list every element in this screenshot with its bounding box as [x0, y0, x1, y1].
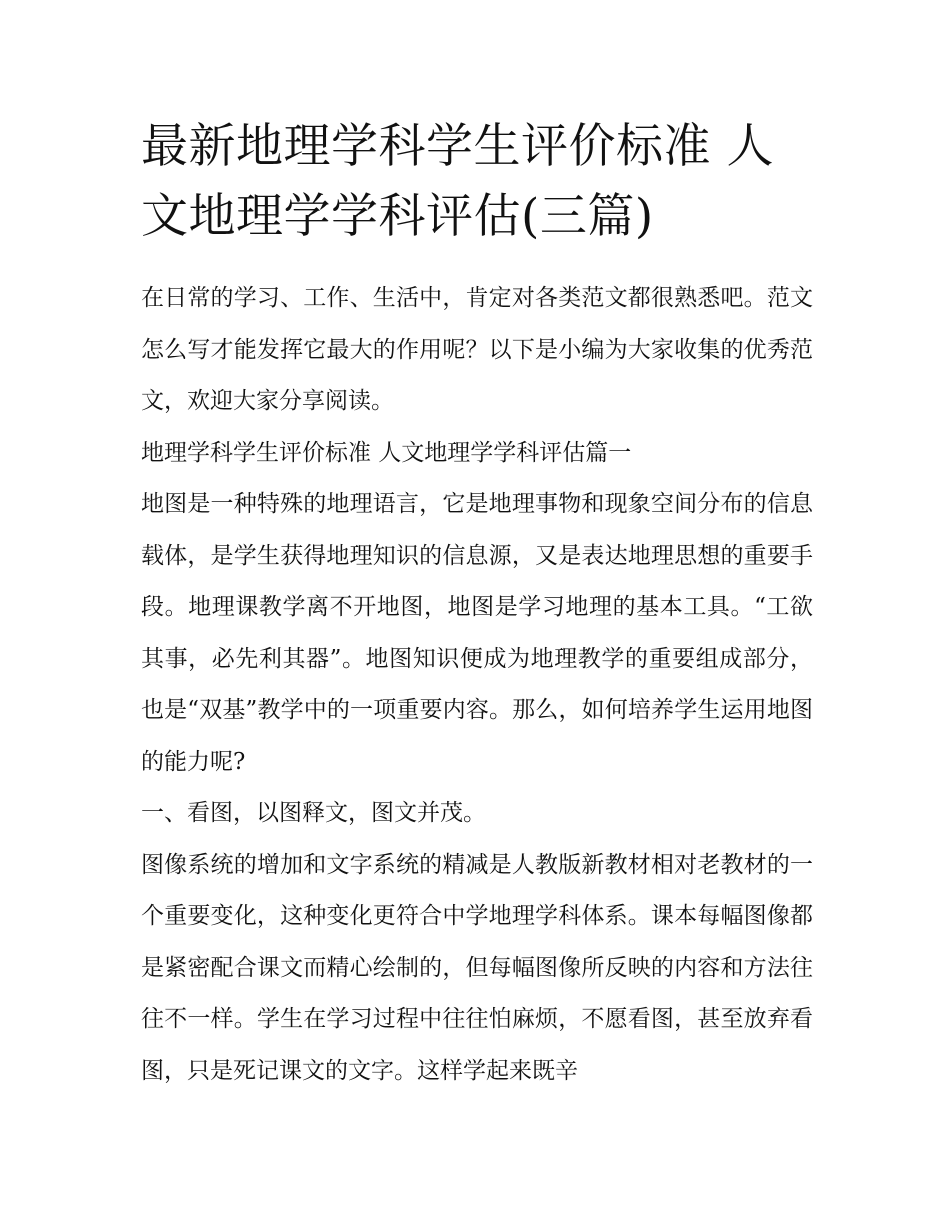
body-paragraph: 地图是一种特殊的地理语言，它是地理事物和现象空间分布的信息载体，是学生获得地理知识的信息源，又是表达地理思想的重要手段。地理课教学离不开地图，地图是学习地理的基本工具。“工欲其事，必先利其器”。地图知识便成为地理教学的重要组成部分，也是“双基”教学中的一项重要内容。那么，如何培养学生运用地图的能力呢?	[141, 491, 813, 775]
body-paragraph: 图像系统的增加和文字系统的精减是人教版新教材相对老教材的一个重要变化，这种变化更符合中学地理学科体系。课本每幅图像都是紧密配合课文而精心绘制的，但每幅图像所反映的内容和方法往往不一样。学生在学习过程中往往怕麻烦，不愿看图，甚至放弃看图，只是死记课文的文字。这样学起来既辛	[141, 851, 813, 1084]
intro-paragraph: 在日常的学习、工作、生活中，肯定对各类范文都很熟悉吧。范文怎么写才能发挥它最大的作用呢？以下是小编为大家收集的优秀范文，欢迎大家分享阅读。	[141, 285, 813, 414]
section-heading: 地理学科学生评价标准 人文地理学学科评估篇一	[141, 439, 632, 466]
document-body	[141, 273, 813, 1097]
subheading: 一、看图，以图释文，图文并茂。	[141, 800, 486, 826]
document-title	[141, 112, 813, 252]
title-line-2: 文地理学学科评估(三篇)	[141, 189, 654, 244]
title-line-1: 最新地理学科学生评价标准 人	[141, 119, 774, 174]
document-page	[141, 112, 813, 1097]
